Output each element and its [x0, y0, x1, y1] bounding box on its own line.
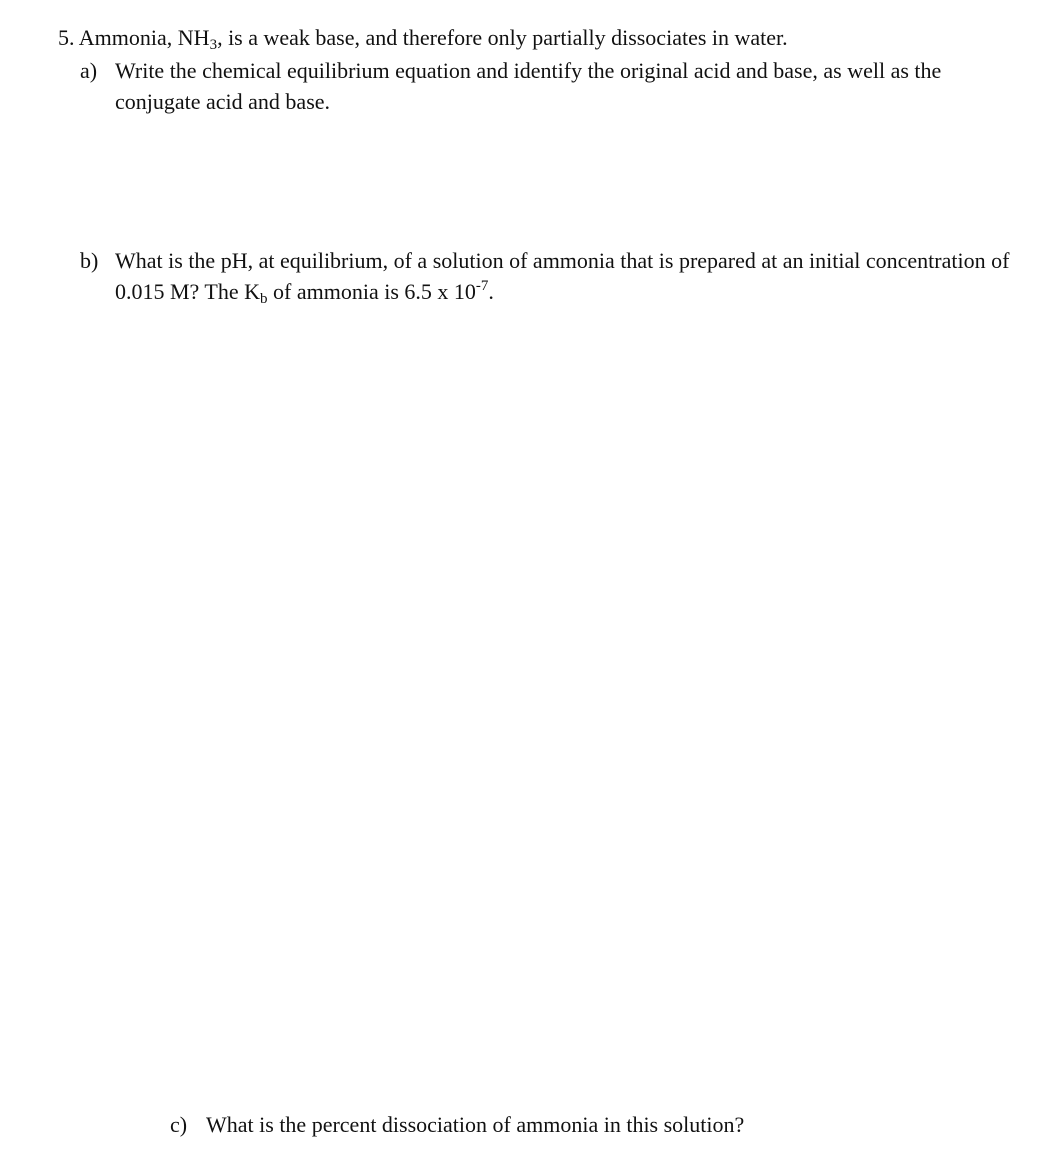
part-b-label: b) [80, 248, 99, 273]
part-b-text-3: . [488, 279, 494, 304]
part-a-text: Write the chemical equilibrium equation and identify the original acid and base, as well as the conjugate acid and base. [115, 58, 942, 114]
question-number: 5. [58, 25, 75, 50]
question-stem-text [78, 25, 788, 53]
part-b-text-2: of ammonia is 6.5 x 10 [267, 279, 476, 304]
part-b-text-1: What is the pH, at equilibrium, of a solution of ammonia that is prepared at an initial concentration of 0.015 M? The K [115, 248, 1010, 304]
part-b-superscript: -7 [475, 278, 489, 294]
stem-pre: Ammonia, NH [78, 25, 210, 50]
question-stem [58, 24, 788, 52]
stem-post: , is a weak base, and therefore only partially dissociates in water. [217, 25, 788, 50]
part-b-subscript: b [260, 291, 268, 307]
part-c-text: What is the percent dissociation of ammonia in this solution? [206, 1112, 745, 1137]
part-b-text [115, 245, 1015, 307]
part-a-label: a) [80, 58, 98, 83]
stem-subscript: 3 [209, 37, 218, 53]
part-c-label: c) [170, 1112, 188, 1137]
